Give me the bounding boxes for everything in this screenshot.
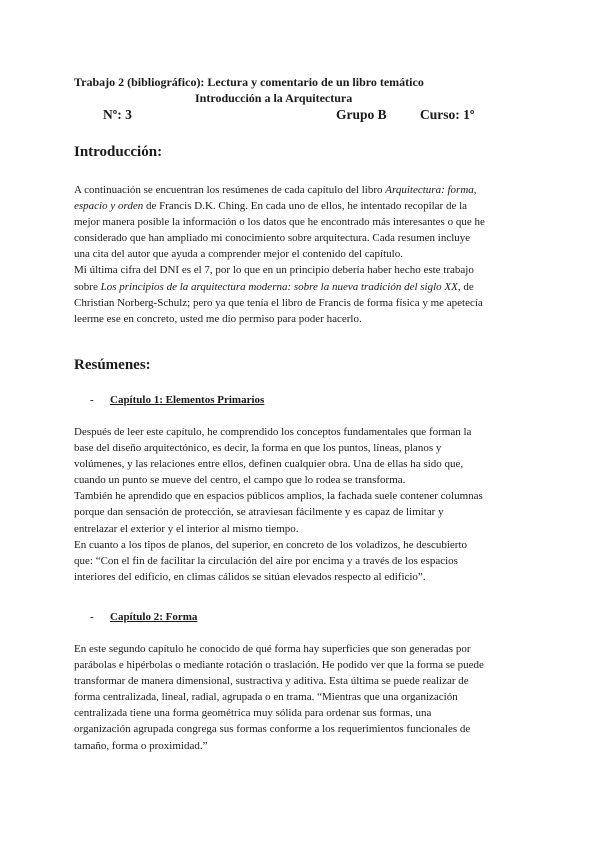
chapter-2-summary (74, 641, 529, 754)
intro-line: espacio y orden de Francis D.K. Ching. En cada uno de ellos, he intentado recopilar de la (74, 200, 468, 213)
book-title: Los principios de la arquitectura moderna: sobre la nueva tradición del siglo XX (100, 280, 458, 293)
summary-line: base del diseño arquitectónico, es decir, la forma en que los puntos, líneas, planos y (74, 442, 442, 455)
intro-line: mejor manera posible la información o los datos que he encontrado más interesantes o que he (74, 216, 485, 229)
intro-paragraph (74, 182, 529, 327)
summary-line: entrelazar el exterior y el interior al mismo tiempo. (74, 522, 299, 535)
summary-line: forma centralizada, lineal, radial, agrupada o en trama. “Mientras que una organización (74, 691, 458, 704)
group-label: Grupo B (336, 107, 387, 122)
summary-line: tamaño, forma o proximidad.” (74, 739, 208, 752)
summary-line: parábolas e hipérbolas o mediante rotación o traslación. He podido ver que la forma se puede (74, 659, 484, 672)
summary-line: organización agrupada congrega sus formas conforme a los requerimientos funcionales de (74, 723, 471, 736)
intro-line: leerme ese en concreto, usted me dio permiso para poder hacerlo. (74, 312, 362, 325)
summary-line: transformar de manera dimensional, sustractiva y aditiva. Esta última se puede realizar de (74, 675, 469, 688)
chapter-2-title: Capítulo 2: Forma (110, 611, 198, 623)
book-title: Arquitectura: forma, (385, 184, 477, 196)
intro-line: considerado que han ampliado mi conocimiento sobre arquitectura. Cada resumen incluye (74, 232, 471, 245)
intro-line: sobre Los principios de la arquitectura moderna: sobre la nueva tradición del siglo XX, de (74, 280, 474, 293)
course-label: Curso: 1º (420, 107, 475, 122)
summary-line: volúmenes, y las relaciones entre ellos, definen cualquier obra. Una de ellas ha sido que, (74, 458, 464, 471)
chapter-1-summary (74, 424, 529, 585)
bullet-dash: - (90, 611, 94, 623)
summary-line: También he aprendido que en espacios públicos amplios, la fachada suele contener columnas (74, 490, 483, 503)
course-subject: Introducción a la Arquitectura (195, 91, 353, 105)
intro-line: Mi última cifra del DNI es el 7, por lo que en un principio debería haber hecho este trabajo (74, 264, 474, 277)
summary-line: Después de leer este capítulo, he comprendido los conceptos fundamentales que forman la (74, 426, 472, 438)
bullet-dash: - (90, 394, 94, 406)
summary-line: que: “Con el fin de facilitar la circulación del aire por encima y a través de los espacios (74, 554, 458, 567)
chapter-1-title: Capítulo 1: Elementos Primarios (110, 394, 265, 406)
summary-line: porque dan sensación de protección, se atraviesan fácilmente y es capaz de limitar y (74, 506, 444, 519)
intro-line: una cita del autor que ayuda a comprender mejor el contenido del capítulo. (74, 248, 403, 261)
summaries-heading: Resúmenes: (74, 357, 151, 373)
summary-line: cuando un punto se mueve del centro, el campo que lo rodea se transforma. (74, 474, 406, 487)
book-title: espacio y orden (74, 200, 144, 213)
summary-line: interiores del edificio, en climas cálidos se sitúan elevados respecto al edificio”. (74, 570, 426, 583)
summary-line: En este segundo capítulo he conocido de qué forma hay superficies que son generadas por (74, 643, 471, 655)
assignment-title: Trabajo 2 (bibliográfico): Lectura y comentario de un libro temático (74, 75, 424, 89)
summary-line: centralizada tiene una forma geométrica muy sólida para ordenar sus formas, una (74, 707, 432, 720)
summary-line: En cuanto a los tipos de planos, del superior, en concreto de los voladizos, he descubierto (74, 538, 468, 551)
intro-line: A continuación se encuentran los resúmenes de cada capítulo del libro Arquitectura: forma, (74, 184, 477, 196)
intro-heading: Introducción: (74, 144, 163, 160)
intro-line: Christian Norberg-Schulz; pero ya que tenía el libro de Francis de forma física y me apetecía (74, 296, 483, 309)
student-number: Nº: 3 (103, 107, 132, 122)
